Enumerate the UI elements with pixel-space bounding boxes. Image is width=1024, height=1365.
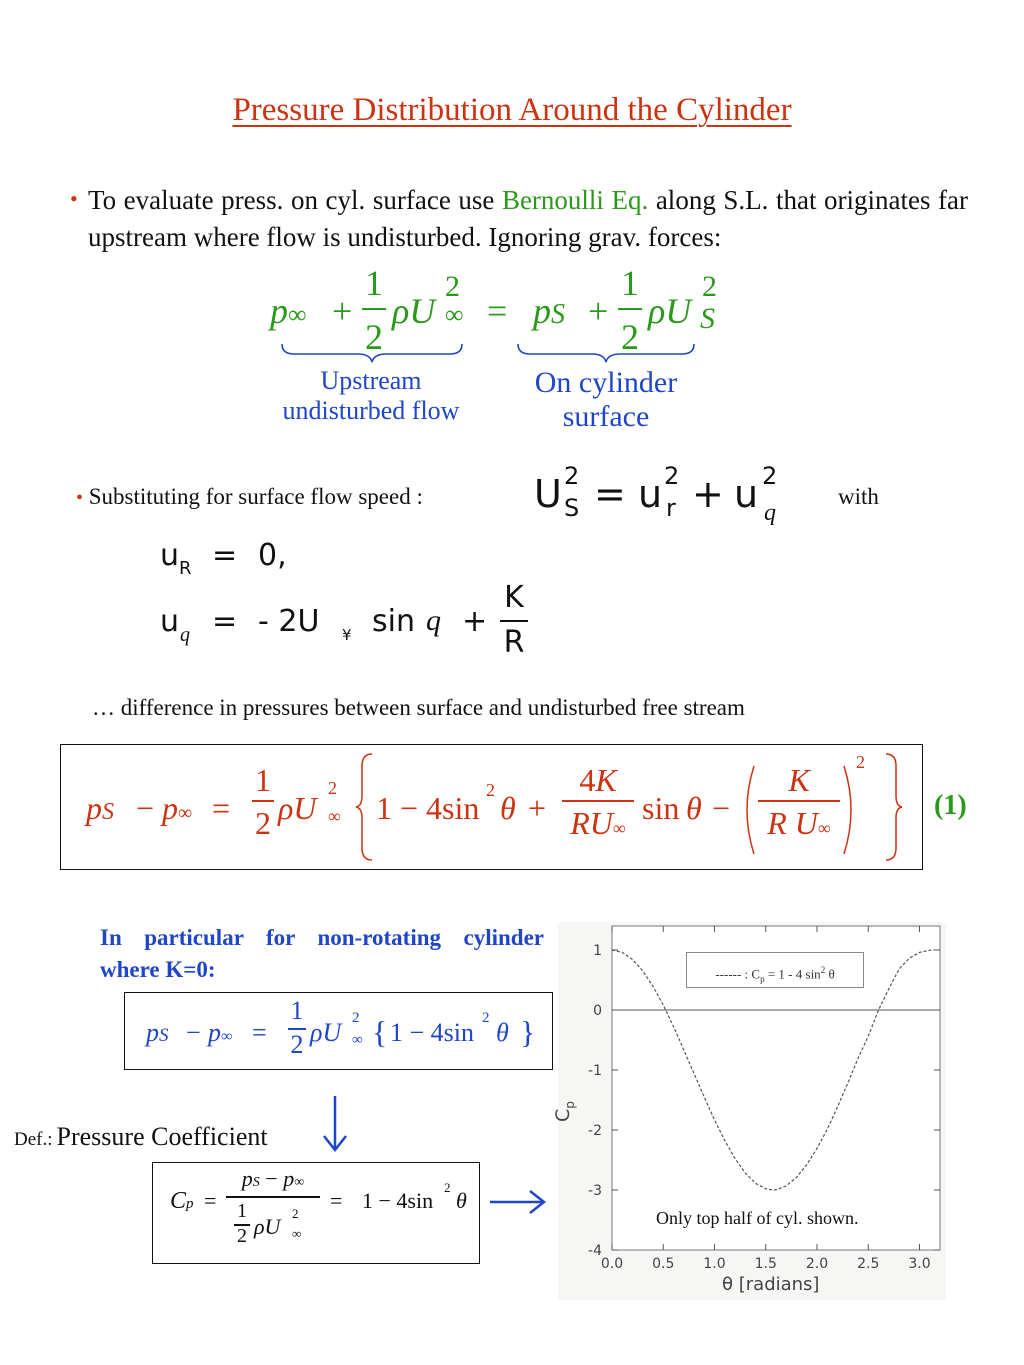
arrow-down-icon bbox=[320, 1094, 350, 1154]
equation-1: pS − p∞ = 1 2 ρU 2 ∞ 1 − 4sin 2 θ + 4K RU∞ sin θ − K R U∞ 2 bbox=[86, 752, 906, 862]
bullet-bernoulli bbox=[88, 182, 968, 256]
y-tick-label: -2 bbox=[588, 1123, 602, 1139]
x-tick-label: 3.0 bbox=[908, 1256, 931, 1272]
y-tick-label: -4 bbox=[588, 1243, 602, 1259]
y-tick-label: -3 bbox=[588, 1183, 602, 1199]
y-tick-label: 0 bbox=[593, 1003, 602, 1019]
arrow-right-icon bbox=[488, 1188, 548, 1216]
y-tick-label: 1 bbox=[593, 943, 602, 959]
particular-case-text: In particular for non-rotating cylinder where K=0: bbox=[100, 925, 544, 982]
k0-equation: pS − p∞ = 1 2 ρU 2 ∞ { 1 − 4sin 2 θ } bbox=[146, 996, 536, 1059]
bullet-substituting: • Substituting for surface flow speed : bbox=[76, 484, 423, 509]
ur-equation: u R = 0, bbox=[160, 538, 287, 579]
underbrace-right bbox=[516, 342, 696, 364]
plot-note: Only top half of cyl. shown. bbox=[656, 1208, 859, 1228]
x-tick-label: 0.0 bbox=[600, 1256, 624, 1272]
bernoulli-highlight: Bernoulli Eq. bbox=[501, 185, 649, 215]
label-cylinder-surface: On cylinder surface bbox=[534, 366, 678, 433]
definition-line bbox=[14, 1122, 268, 1152]
page-title: Pressure Distribution Around the Cylinder bbox=[232, 92, 792, 128]
pressure-coefficient-label: Pressure Coefficient bbox=[56, 1122, 268, 1151]
def-label: Def.: bbox=[14, 1129, 53, 1150]
label-upstream: Upstream undisturbed flow bbox=[282, 366, 460, 425]
underbrace-left bbox=[280, 342, 464, 364]
plot-legend: ------ : $C_p = 1 - 4$ $\sin^2 \theta$ bbox=[686, 952, 864, 988]
difference-text: … difference in pressures between surface and undisturbed free stream bbox=[92, 695, 745, 720]
bernoulli-equation: p∞ + 1 2 ρU 2 ∞ = pS + 1 2 ρU 2 S bbox=[270, 263, 717, 357]
utheta-equation: u q = - 2U ¥ sin q + K R bbox=[160, 580, 540, 670]
cp-plot bbox=[552, 922, 946, 1300]
bullet1-part1: To evaluate press. on cyl. surface use bbox=[88, 185, 495, 215]
bullet-dot: • bbox=[70, 186, 78, 211]
x-axis-label: θ [radians] bbox=[722, 1274, 820, 1295]
x-tick-label: 1.0 bbox=[703, 1256, 726, 1272]
x-tick-label: 1.5 bbox=[754, 1256, 777, 1272]
y-axis-label: $C_p$ bbox=[552, 1101, 577, 1122]
x-tick-label: 2.5 bbox=[857, 1256, 880, 1272]
speed-equation: U 2 S = u 2 r + u 2 q bbox=[534, 462, 778, 526]
equation-1-label: (1) bbox=[934, 790, 967, 821]
cp-definition: Cp = pS − p∞ 1 2 ρU 2 ∞ = 1 − 4sin 2 θ bbox=[170, 1166, 467, 1247]
x-tick-label: 2.0 bbox=[805, 1256, 829, 1272]
bullet1-part2: along S.L. that originates far upstream where flow is undisturbed. Ignoring grav. forces: bbox=[88, 185, 969, 252]
x-tick-label: 0.5 bbox=[652, 1256, 675, 1272]
y-tick-label: -1 bbox=[588, 1063, 602, 1079]
with-label: with bbox=[838, 484, 879, 509]
bullet2-text: Substituting for surface flow speed : bbox=[88, 484, 423, 509]
